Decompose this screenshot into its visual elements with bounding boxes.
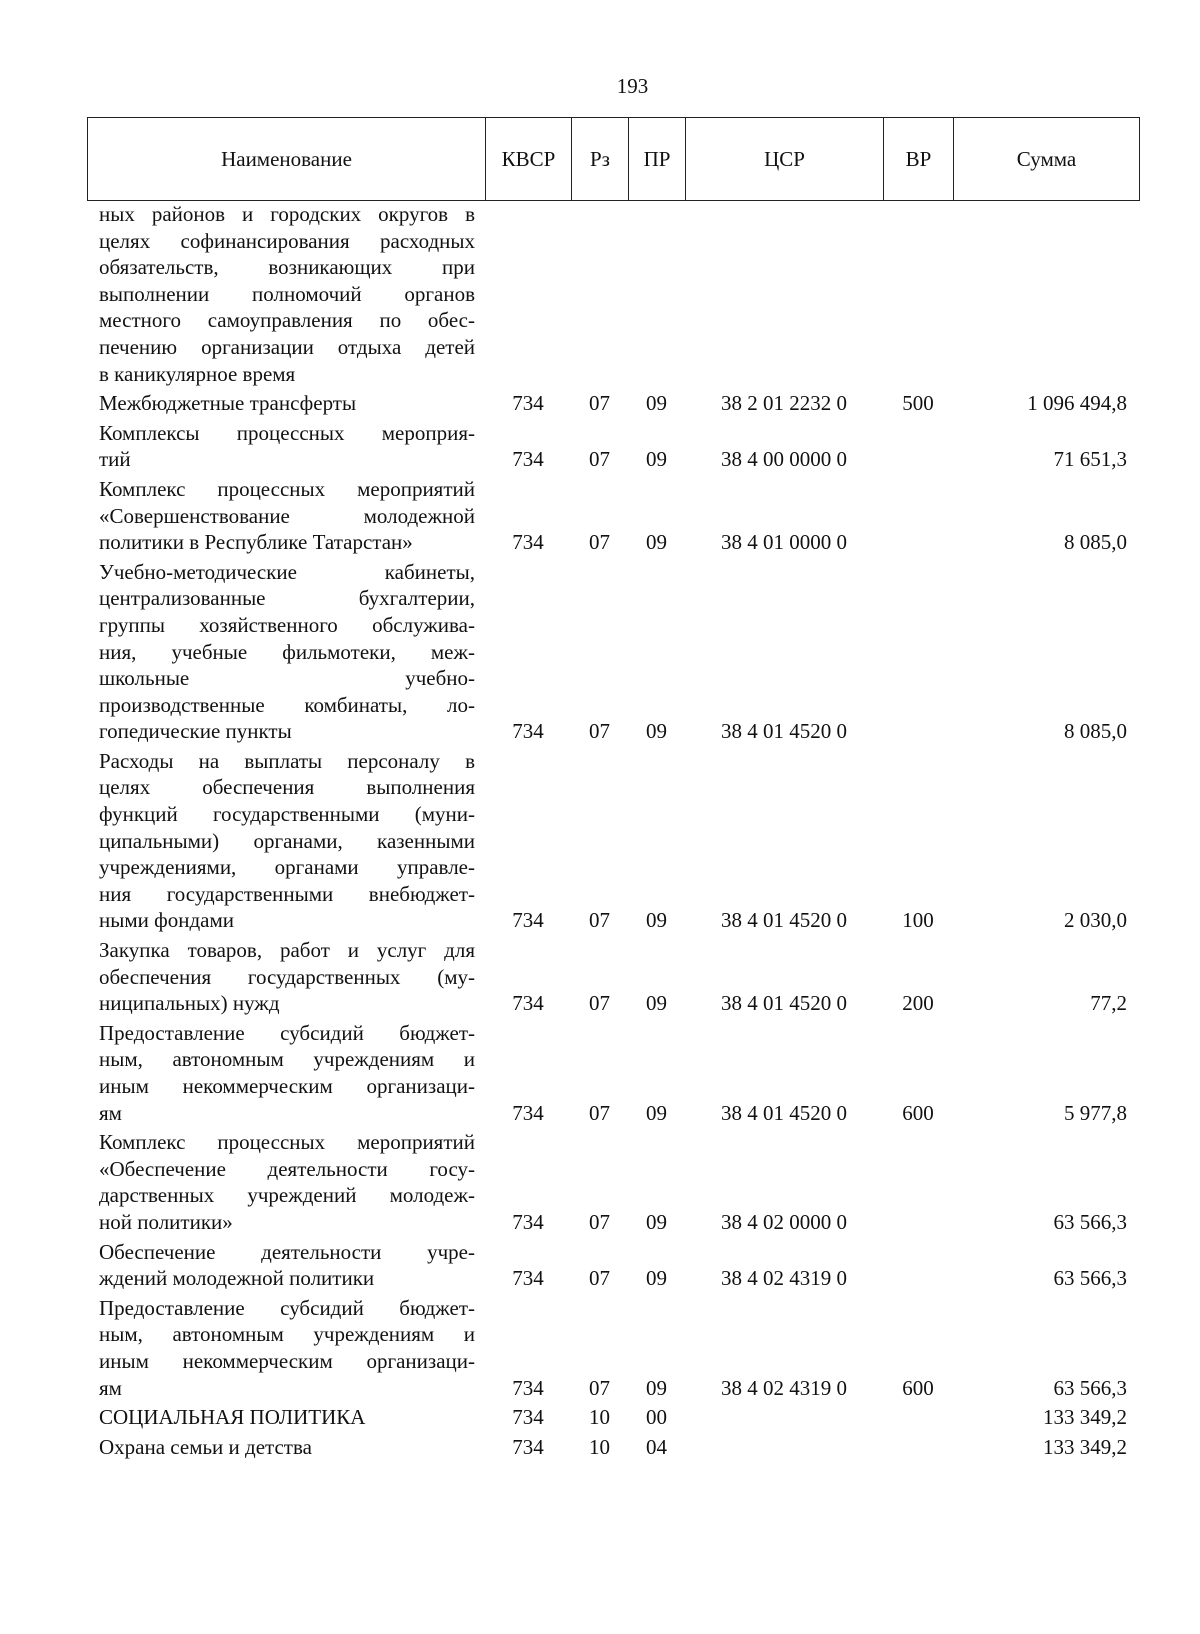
row-name-line: Закупка товаров, работ и услуг для <box>99 938 475 963</box>
row-name-line: школьные учебно- <box>99 666 475 691</box>
table-row <box>87 748 1139 937</box>
row-name <box>87 476 485 559</box>
row-name-line: выполнении полномочий органов <box>99 281 475 306</box>
row-vr: 600 <box>902 1375 934 1400</box>
row-name <box>87 390 485 420</box>
table-row <box>87 1434 1139 1464</box>
row-kvsr: 734 <box>512 1266 544 1291</box>
row-sum: 63 566,3 <box>1053 1266 1127 1291</box>
row-name-line: ными фондами <box>99 908 235 933</box>
row-name-line: в каникулярное время <box>99 361 296 386</box>
row-pr: 09 <box>646 1375 667 1400</box>
row-rz: 10 <box>589 1405 610 1430</box>
column-header-name: Наименование <box>88 118 486 201</box>
row-sum: 71 651,3 <box>1053 447 1127 472</box>
row-name <box>87 1404 485 1434</box>
row-name-line: Расходы на выплаты персоналу в <box>99 748 475 773</box>
row-kvsr: 734 <box>512 908 544 933</box>
row-vr: 500 <box>902 391 934 416</box>
row-name <box>87 1434 485 1464</box>
row-name-line: Комплекс процессных мероприятий <box>99 476 475 501</box>
row-name <box>87 420 485 476</box>
row-csr <box>685 1404 883 1434</box>
row-kvsr: 734 <box>512 991 544 1016</box>
row-rz: 07 <box>589 908 610 933</box>
row-name-line: гопедические пункты <box>99 719 292 744</box>
row-name-line: ным, автономным учреждениям и <box>99 1322 475 1347</box>
row-pr: 09 <box>646 1266 667 1291</box>
row-vr <box>883 201 953 390</box>
row-name-line: печению организации отдыха детей <box>99 334 475 359</box>
column-header-vr: ВР <box>884 118 954 201</box>
row-name-line: местного самоуправления по обес- <box>99 308 475 333</box>
row-sum: 5 977,8 <box>1064 1100 1127 1125</box>
table-row <box>87 1239 1139 1295</box>
row-name-line: Межбюджетные трансферты <box>99 391 357 416</box>
row-csr: 38 4 01 4520 0 <box>721 719 847 744</box>
row-vr <box>883 1129 953 1238</box>
row-name-line: Предоставление субсидий бюджет- <box>99 1020 475 1045</box>
row-sum: 63 566,3 <box>1053 1209 1127 1234</box>
row-kvsr: 734 <box>512 1405 544 1430</box>
table-row <box>87 937 1139 1020</box>
row-pr: 09 <box>646 908 667 933</box>
row-csr: 38 4 01 4520 0 <box>721 908 847 933</box>
row-sum: 133 349,2 <box>1043 1405 1127 1430</box>
row-name <box>87 748 485 937</box>
row-pr: 09 <box>646 530 667 555</box>
row-name-line: ния, учебные фильмотеки, меж- <box>99 639 475 664</box>
table-row <box>87 1129 1139 1238</box>
row-pr: 09 <box>646 991 667 1016</box>
table-row <box>87 201 1139 390</box>
row-name-line: политики в Республике Татарстан» <box>99 530 413 555</box>
row-csr: 38 4 01 0000 0 <box>721 530 847 555</box>
row-name <box>87 1295 485 1404</box>
row-name-line: иным некоммерческим организаци- <box>99 1348 475 1373</box>
row-vr <box>883 1434 953 1464</box>
row-rz <box>571 201 628 390</box>
row-name-line: Комплексы процессных мероприя- <box>99 420 475 445</box>
row-name-line: целях обеспечения выполнения <box>99 775 475 800</box>
row-vr <box>883 1404 953 1434</box>
table-row <box>87 1404 1139 1434</box>
row-vr: 600 <box>902 1100 934 1125</box>
row-name-line: ным, автономным учреждениям и <box>99 1047 475 1072</box>
row-name-line: Обеспечение деятельности учре- <box>99 1239 475 1264</box>
row-pr <box>628 201 685 390</box>
row-rz: 07 <box>589 530 610 555</box>
row-sum: 2 030,0 <box>1064 908 1127 933</box>
row-rz: 07 <box>589 1209 610 1234</box>
row-name-line: ной политики» <box>99 1209 233 1234</box>
row-pr: 04 <box>646 1434 667 1459</box>
table-row <box>87 476 1139 559</box>
table-row <box>87 390 1139 420</box>
row-name-line: обязательств, возникающих при <box>99 255 475 280</box>
row-name-line: целях софинансирования расходных <box>99 228 475 253</box>
row-name-line: учреждениями, органами управле- <box>99 855 475 880</box>
row-rz: 07 <box>589 1375 610 1400</box>
table-rows <box>87 201 1139 1463</box>
row-pr: 09 <box>646 391 667 416</box>
row-sum: 77,2 <box>1090 991 1127 1016</box>
table-row <box>87 1295 1139 1404</box>
row-name <box>87 559 485 748</box>
row-name-line: СОЦИАЛЬНАЯ ПОЛИТИКА <box>99 1405 366 1430</box>
row-pr: 00 <box>646 1405 667 1430</box>
column-header-kvsr: КВСР <box>486 118 572 201</box>
row-name <box>87 937 485 1020</box>
table-row <box>87 420 1139 476</box>
row-name-line: Предоставление субсидий бюджет- <box>99 1295 475 1320</box>
row-sum: 63 566,3 <box>1053 1375 1127 1400</box>
row-name-line: группы хозяйственного обслужива- <box>99 612 475 637</box>
row-vr <box>883 420 953 476</box>
row-csr: 38 4 02 4319 0 <box>721 1375 847 1400</box>
row-kvsr: 734 <box>512 1100 544 1125</box>
row-name-line: ждений молодежной политики <box>99 1266 375 1291</box>
page-number: 193 <box>616 74 649 98</box>
row-pr: 09 <box>646 1209 667 1234</box>
row-csr: 38 2 01 2232 0 <box>721 391 847 416</box>
row-name-line: Учебно-методические кабинеты, <box>99 559 475 584</box>
row-vr: 100 <box>902 908 934 933</box>
table-header <box>87 117 1140 201</box>
row-rz: 07 <box>589 391 610 416</box>
row-rz: 10 <box>589 1434 610 1459</box>
row-pr: 09 <box>646 447 667 472</box>
row-name-line: ных районов и городских округов в <box>99 202 475 226</box>
table-row <box>87 1020 1139 1129</box>
row-csr: 38 4 00 0000 0 <box>721 447 847 472</box>
row-name-line: ниципальных) нужд <box>99 991 280 1016</box>
row-vr <box>883 476 953 559</box>
row-csr: 38 4 01 4520 0 <box>721 991 847 1016</box>
column-header-rz: Рз <box>572 118 629 201</box>
row-kvsr: 734 <box>512 447 544 472</box>
row-sum: 8 085,0 <box>1064 719 1127 744</box>
row-name <box>87 1239 485 1295</box>
budget-table-body <box>87 201 1139 1463</box>
row-name-line: функций государственными (муни- <box>99 802 475 827</box>
row-csr: 38 4 01 4520 0 <box>721 1100 847 1125</box>
row-name-line: дарственных учреждений молодеж- <box>99 1183 475 1208</box>
row-name-line: ципальными) органами, казенными <box>99 828 475 853</box>
row-name-line: Комплекс процессных мероприятий <box>99 1130 475 1155</box>
row-name <box>87 201 485 390</box>
row-kvsr: 734 <box>512 719 544 744</box>
row-csr: 38 4 02 0000 0 <box>721 1209 847 1234</box>
row-rz: 07 <box>589 1266 610 1291</box>
row-csr: 38 4 02 4319 0 <box>721 1266 847 1291</box>
row-rz: 07 <box>589 1100 610 1125</box>
row-sum: 133 349,2 <box>1043 1434 1127 1459</box>
row-pr: 09 <box>646 719 667 744</box>
row-name-line: производственные комбинаты, ло- <box>99 692 475 717</box>
column-header-pr: ПР <box>629 118 686 201</box>
table-row <box>87 559 1139 748</box>
row-pr: 09 <box>646 1100 667 1125</box>
column-header-sum: Сумма <box>954 118 1140 201</box>
row-kvsr: 734 <box>512 391 544 416</box>
row-kvsr: 734 <box>512 1434 544 1459</box>
row-kvsr: 734 <box>512 530 544 555</box>
row-name <box>87 1020 485 1129</box>
row-sum <box>953 201 1139 390</box>
row-kvsr: 734 <box>512 1209 544 1234</box>
row-vr <box>883 1239 953 1295</box>
column-header-csr: ЦСР <box>686 118 884 201</box>
row-sum: 8 085,0 <box>1064 530 1127 555</box>
row-csr <box>685 1434 883 1464</box>
row-name-line: обеспечения государственных (му- <box>99 964 475 989</box>
row-name-line: Охрана семьи и детства <box>99 1434 312 1459</box>
row-name-line: иным некоммерческим организаци- <box>99 1074 475 1098</box>
row-name-line: «Совершенствование молодежной <box>99 503 475 528</box>
row-kvsr <box>485 201 571 390</box>
row-name-line: ям <box>99 1375 122 1400</box>
row-csr <box>685 201 883 390</box>
row-name-line: централизованные бухгалтерии, <box>99 586 475 611</box>
row-kvsr: 734 <box>512 1375 544 1400</box>
row-rz: 07 <box>589 991 610 1016</box>
row-name-line: ния государственными внебюджет- <box>99 881 475 906</box>
row-vr <box>883 559 953 748</box>
row-vr: 200 <box>902 991 934 1016</box>
row-name <box>87 1129 485 1238</box>
row-sum: 1 096 494,8 <box>1027 391 1127 416</box>
row-name-line: «Обеспечение деятельности госу- <box>99 1156 475 1181</box>
row-rz: 07 <box>589 447 610 472</box>
row-name-line: тий <box>99 447 131 472</box>
row-name-line: ям <box>99 1100 122 1125</box>
row-rz: 07 <box>589 719 610 744</box>
